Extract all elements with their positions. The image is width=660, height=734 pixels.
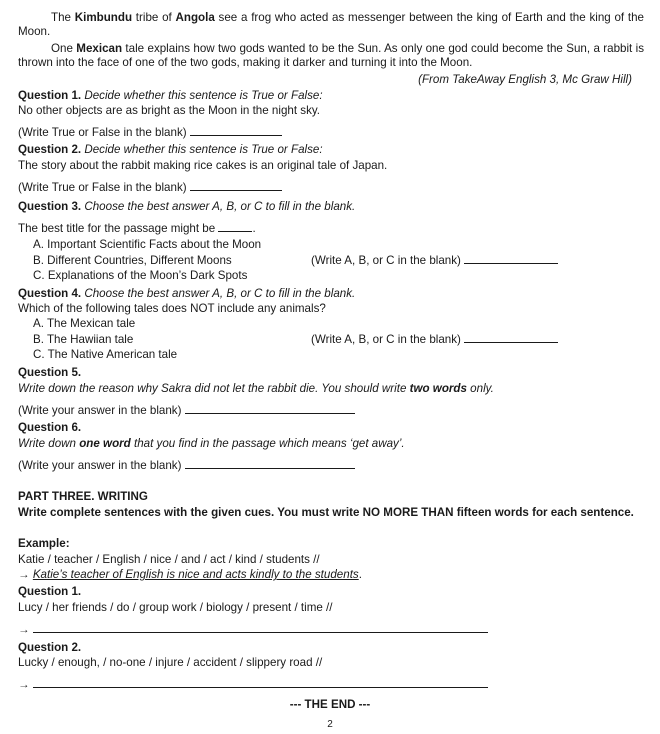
question-3-option-b: B. Different Countries, Different Moons [33, 254, 232, 267]
example-answer: → Katie’s teacher of English is nice and acts kindly to the students. [18, 568, 362, 581]
example-label: Example: [18, 537, 70, 550]
page-number: 2 [327, 719, 333, 730]
question-4-heading: Question 4. Choose the best answer A, B, or C to fill in the blank. [18, 287, 356, 300]
question-4-stem: Which of the following tales does NOT include any animals? [18, 302, 326, 315]
question-5-answer-blank[interactable] [185, 404, 355, 414]
writing-question-2-answer-line [18, 678, 488, 692]
example-cue: Katie / teacher / English / nice / and / act / kind / students // [18, 553, 320, 566]
question-6-instruction: Write down one word that you find in the passage which means ‘get away’. [18, 437, 405, 450]
question-6-answer-line: (Write your answer in the blank) [18, 459, 355, 473]
writing-question-2-cue: Lucky / enough, / no-one / injure / accident / slippery road // [18, 656, 323, 669]
question-4-answer-line: (Write A, B, or C in the blank) [311, 333, 558, 347]
writing-question-1-label: Question 1. [18, 585, 82, 598]
passage-source: (From TakeAway English 3, Mc Graw Hill) [418, 73, 632, 86]
question-1-answer-blank[interactable] [190, 126, 282, 136]
question-2-statement: The story about the rabbit making rice cakes is an original tale of Japan. [18, 159, 388, 172]
question-5-answer-line: (Write your answer in the blank) [18, 404, 355, 418]
the-end-marker: --- THE END --- [289, 698, 371, 711]
question-4-answer-blank[interactable] [464, 333, 558, 343]
writing-question-1-cue: Lucy / her friends / do / group work / biology / present / time // [18, 601, 333, 614]
arrow-icon: → [18, 568, 30, 581]
question-1-answer-line: (Write True or False in the blank) [18, 126, 282, 140]
question-3-option-a: A. Important Scientific Facts about the Moon [33, 238, 262, 251]
passage-paragraph-1: The Kimbundu tribe of Angola see a frog who acted as messenger between the king of Earth and the king of the Moon. [18, 11, 644, 38]
writing-question-1-answer-blank[interactable] [33, 623, 488, 633]
arrow-icon: → [18, 678, 30, 691]
question-4-option-c: C. The Native American tale [33, 348, 178, 361]
question-1-heading: Question 1. Decide whether this sentence is True or False: [18, 89, 323, 102]
writing-question-2-label: Question 2. [18, 641, 82, 654]
question-3-stem: The best title for the passage might be . [18, 222, 256, 235]
question-3-heading: Question 3. Choose the best answer A, B, or C to fill in the blank. [18, 200, 356, 213]
writing-question-2-answer-blank[interactable] [33, 678, 488, 688]
arrow-icon: → [18, 623, 30, 636]
part-three-heading: PART THREE. WRITING [18, 490, 148, 503]
question-3-answer-line: (Write A, B, or C in the blank) [311, 254, 558, 268]
question-4-option-a: A. The Mexican tale [33, 317, 136, 330]
question-2-answer-line: (Write True or False in the blank) [18, 181, 282, 195]
question-5-label: Question 5. [18, 366, 82, 379]
writing-question-1-answer-line [18, 623, 488, 637]
part-three-instruction: Write complete sentences with the given cues. You must write NO MORE THAN fifteen words for each sentence. [18, 506, 634, 519]
question-3-option-c: C. Explanations of the Moon’s Dark Spots [33, 269, 248, 282]
question-4-option-b: B. The Hawiian tale [33, 333, 134, 346]
question-3-title-blank[interactable] [218, 222, 252, 232]
question-3-answer-blank[interactable] [464, 254, 558, 264]
question-2-heading: Question 2. Decide whether this sentence is True or False: [18, 143, 323, 156]
question-6-label: Question 6. [18, 421, 82, 434]
question-6-answer-blank[interactable] [185, 459, 355, 469]
question-5-instruction: Write down the reason why Sakra did not let the rabbit die. You should write two words only. [18, 382, 494, 395]
question-2-answer-blank[interactable] [190, 181, 282, 191]
passage-paragraph-2: One Mexican tale explains how two gods wanted to be the Sun. As only one god could become the Sun, a rabbit is thrown into the face of one of the two gods, making it darker and turning it into the Moon. [18, 42, 645, 69]
question-1-statement: No other objects are as bright as the Moon in the night sky. [18, 104, 321, 117]
